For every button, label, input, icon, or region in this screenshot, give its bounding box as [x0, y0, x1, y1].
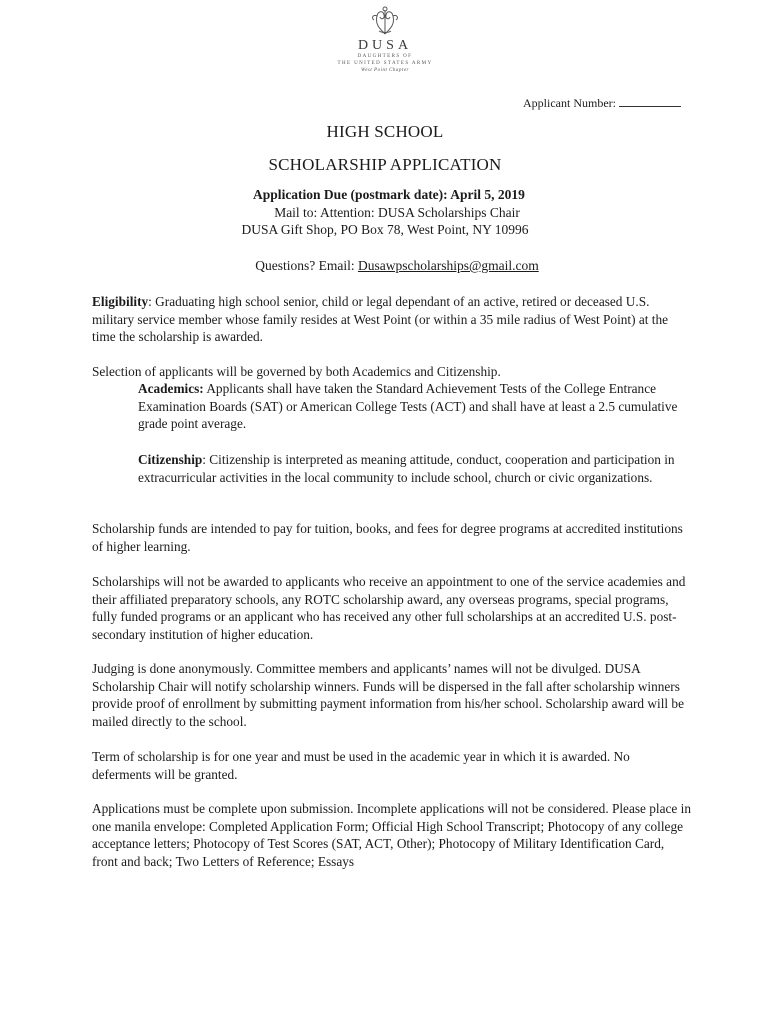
eligibility-label: Eligibility — [92, 294, 149, 309]
academics-paragraph — [138, 380, 686, 433]
eligibility-text: : Graduating high school senior, child or legal dependant of an active, retired or deceased U.S. military service member whose family resides at West Point (or within a 35 mile radius of West Point) at the time the scholarship is awarded. — [92, 294, 669, 345]
logo-line-2: THE UNITED STATES ARMY — [337, 61, 433, 66]
exclusions-paragraph: Scholarships will not be awarded to applicants who receive an appointment to one of the service academies and their affiliated preparatory schools, any ROTC scholarship award, any overseas programs, special programs, fully funded programs or an applicant who has received any other full scholarships at an accredited U.S. post-secondary institution of higher education. — [92, 574, 686, 642]
applicant-number-blank[interactable] — [619, 96, 681, 107]
selection-intro: Selection of applicants will be governed by both Academics and Citizenship. — [92, 364, 501, 379]
logo-line-1: DAUGHTERS OF — [357, 54, 413, 59]
questions-email-link[interactable]: Dusawpscholarships@gmail.com — [357, 258, 539, 273]
judging-paragraph: Judging is done anonymously. Committee members and applicants’ names will not be divulged. DUSA Scholarship Chair will notify scholarship winners. Funds will be dispersed in the fall after scholarship winners provide proof of enrollment by submitting payment information from his/her school. Scholarship award will be mailed directly to the school. — [92, 661, 684, 729]
due-date: Application Due (postmark date): April 5, 2019 — [253, 187, 525, 202]
citizenship-paragraph — [138, 451, 686, 486]
mail-to-line-1: Mail to: Attention: DUSA Scholarships Chair — [274, 205, 520, 220]
questions-label: Questions? Email: — [255, 258, 355, 273]
applicant-number-field — [523, 96, 681, 111]
title-line-2: SCHOLARSHIP APPLICATION — [268, 155, 502, 174]
questions-line — [12, 258, 770, 274]
logo-name: DUSA — [357, 38, 413, 53]
mail-to-line-2: DUSA Gift Shop, PO Box 78, West Point, NY 10996 — [241, 222, 529, 237]
academics-text: Applicants shall have taken the Standard Achievement Tests of the College Entrance Examination Boards (SAT) or American College Tests (ACT) and shall have at least a 2.5 cumulative grade point average. — [138, 381, 678, 432]
logo-line-3: West Point Chapter — [361, 68, 409, 73]
applicant-number-label: Applicant Number: — [523, 96, 616, 110]
citizenship-label: Citizenship — [138, 452, 203, 467]
citizenship-text: : Citizenship is interpreted as meaning attitude, conduct, cooperation and participation in extracurricular activities in the local community to include school, church or civic organizations. — [138, 452, 675, 485]
dusa-logo — [320, 4, 450, 86]
title-line-1: HIGH SCHOOL — [326, 122, 444, 141]
applications-paragraph: Applications must be complete upon submission. Incomplete applications will not be considered. Please place in one manila envelope: Completed Application Form; Official High School Transcript; Photocopy of any college acceptance letters; Photocopy of Test Scores (SAT, ACT, Other); Photocopy of Military Identification Card, front and back; Two Letters of Reference; Essays — [92, 801, 691, 869]
funds-paragraph: Scholarship funds are intended to pay for tuition, books, and fees for degree programs at accredited institutions of higher learning. — [92, 521, 683, 554]
dusa-emblem-icon — [365, 4, 405, 38]
academics-label: Academics: — [138, 381, 204, 396]
eligibility-paragraph — [92, 293, 692, 346]
term-paragraph: Term of scholarship is for one year and must be used in the academic year in which it is awarded. No deferments will be granted. — [92, 749, 630, 782]
